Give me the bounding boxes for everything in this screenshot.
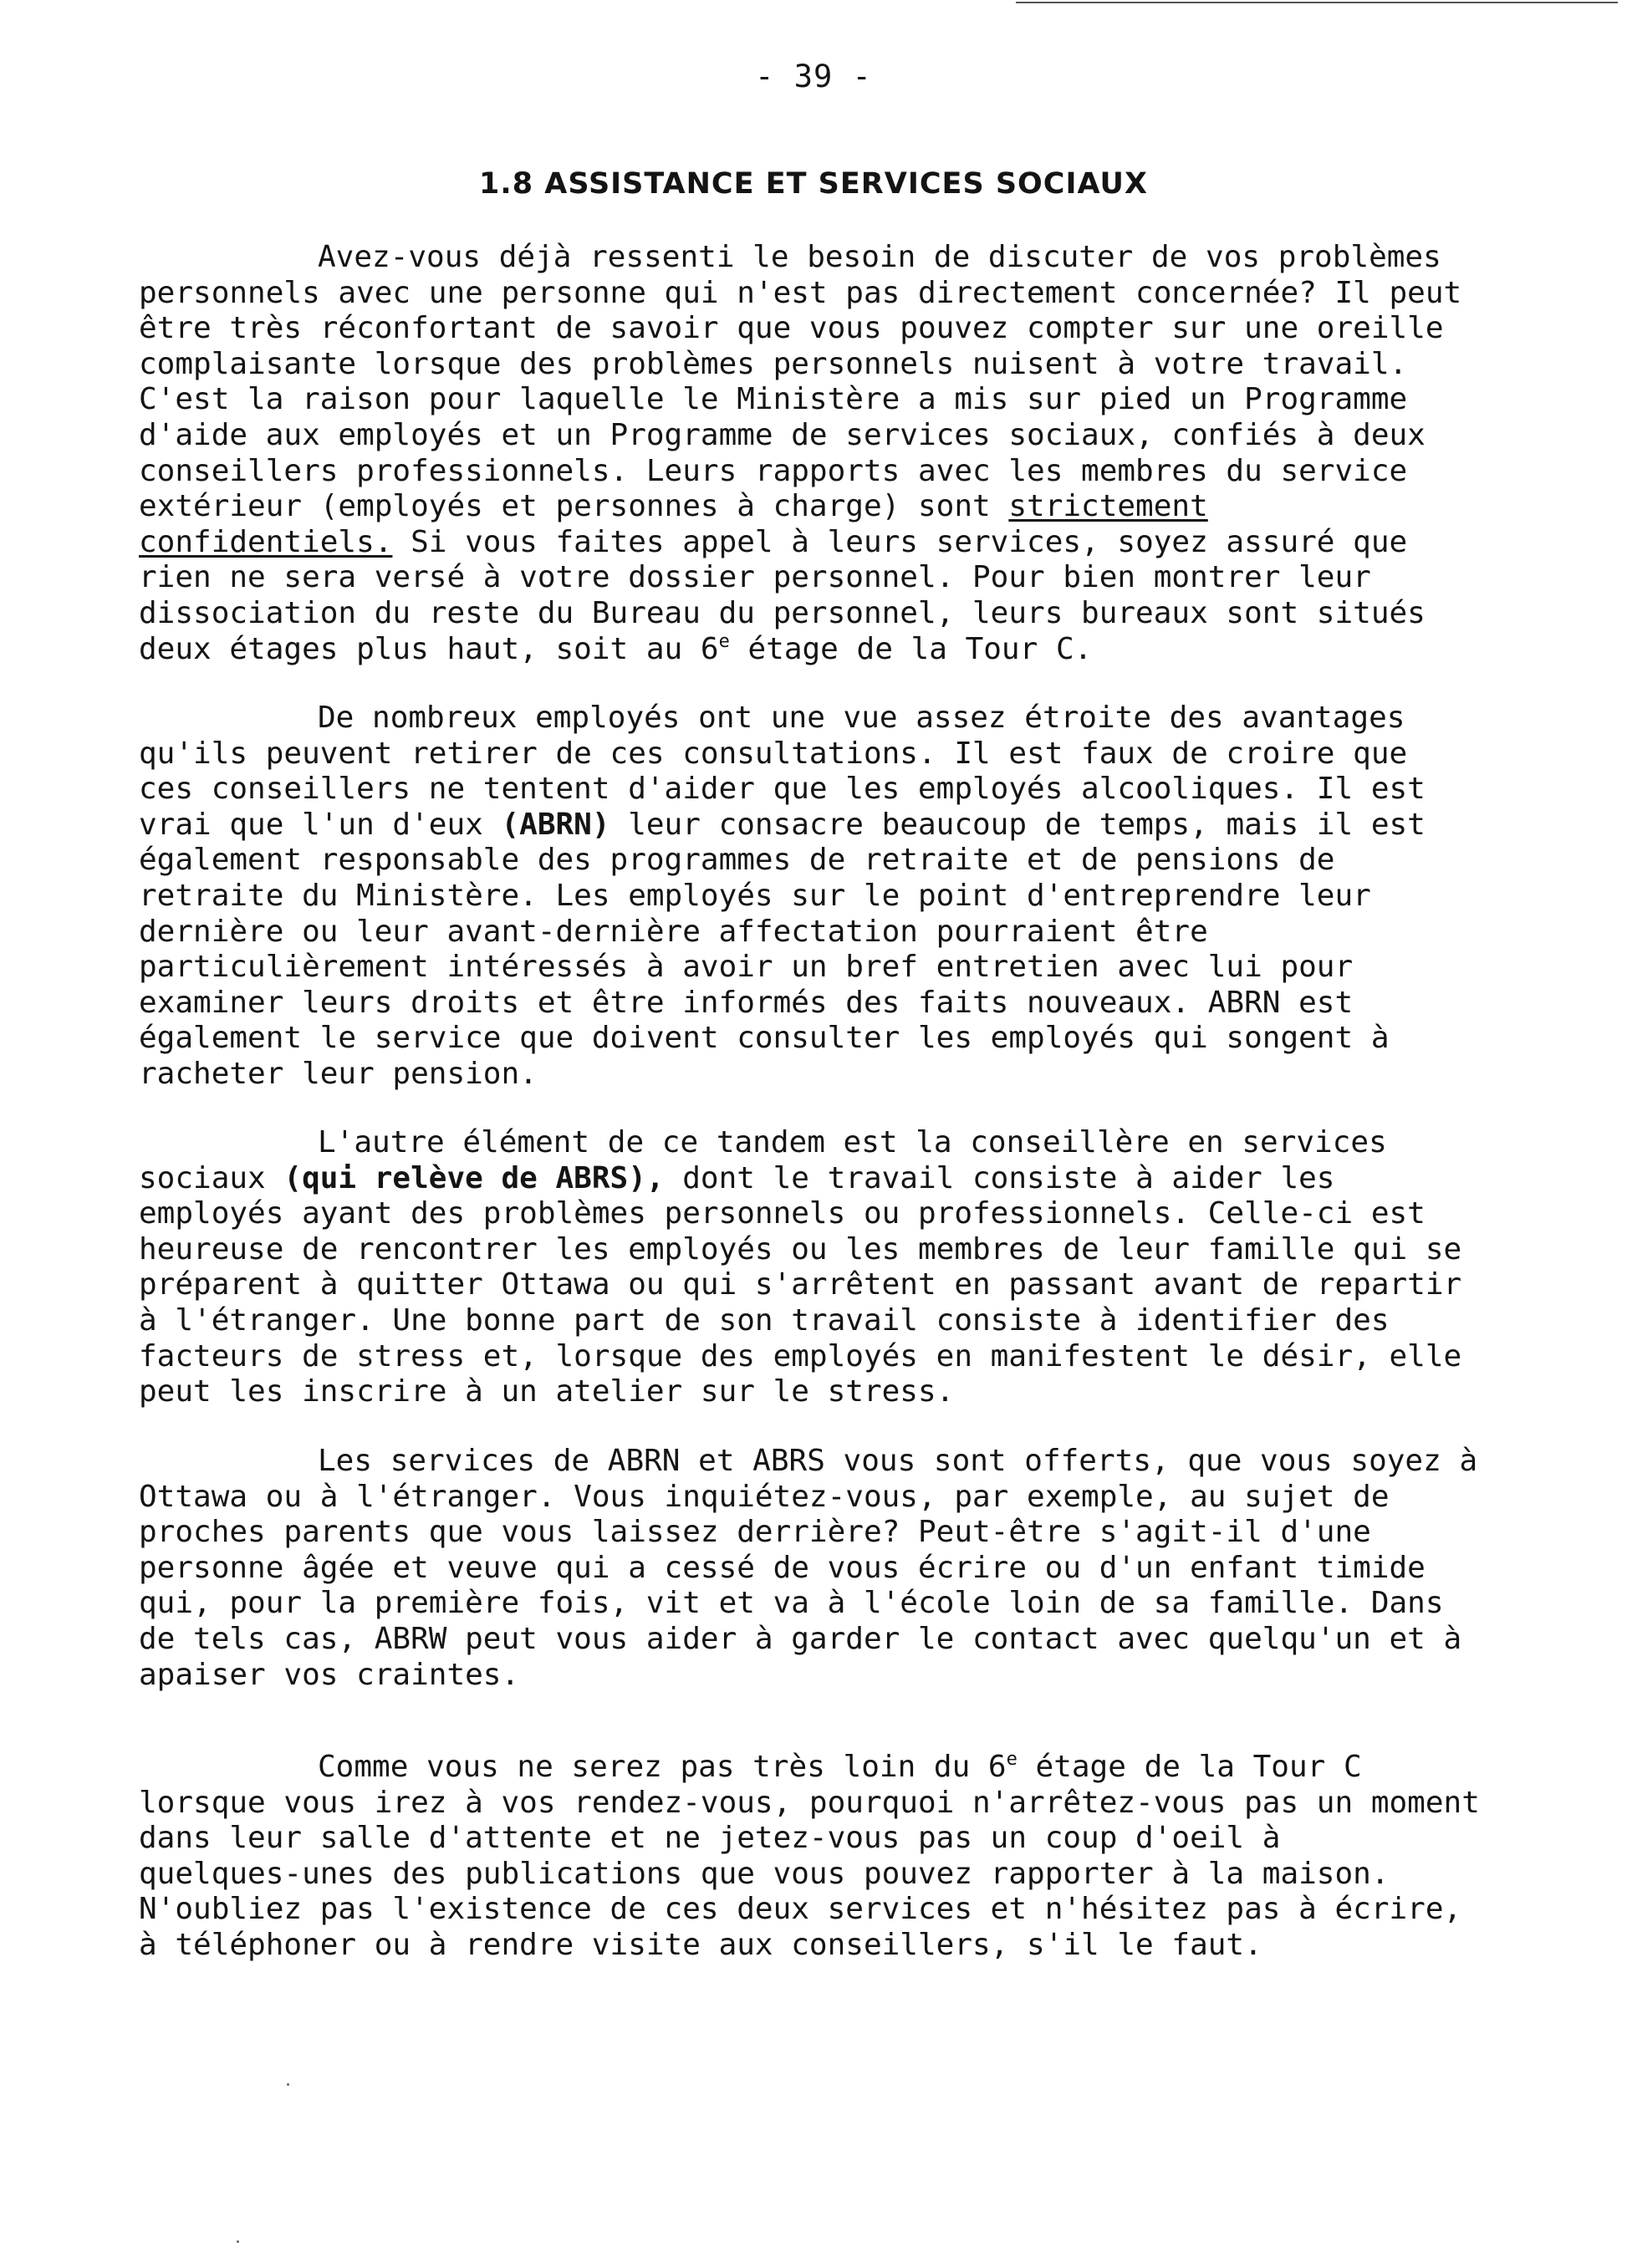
paragraph-visit bbox=[139, 1750, 1585, 1964]
text-line bbox=[139, 1161, 1585, 1197]
text-line: Les services de ABRN et ABRS vous sont offerts, que vous soyez à bbox=[318, 1444, 1478, 1478]
paragraph-intro bbox=[139, 240, 1585, 667]
text-line: L'autre élément de ce tandem est la conseillère en services bbox=[318, 1125, 1387, 1159]
text-line: quelques-unes des publications que vous pouvez rapporter à la maison. bbox=[139, 1856, 1390, 1891]
text-line: conseillers professionnels. Leurs rapports avec les membres du service bbox=[139, 453, 1408, 488]
text-run: étage de la Tour C bbox=[1017, 1750, 1362, 1784]
text-line: heureuse de rencontrer les employés ou les membres de leur famille qui se bbox=[139, 1231, 1462, 1267]
text-line bbox=[139, 1750, 1585, 1786]
text-line: personne âgée et veuve qui a cessé de vous écrire ou d'un enfant timide bbox=[139, 1550, 1426, 1585]
scan-speck bbox=[287, 2083, 289, 2086]
text-line: également le service que doivent consulter les employés qui songent à bbox=[139, 1021, 1390, 1056]
top-edge-rule bbox=[1016, 2, 1618, 3]
text-run: vrai que l'un d'eux bbox=[139, 807, 502, 842]
text-line: examiner leurs droits et être informés des faits nouveaux. ABRN est bbox=[139, 985, 1354, 1020]
text-line: apaiser vos craintes. bbox=[139, 1657, 520, 1692]
text-line: facteurs de stress et, lorsque des employés en manifestent le désir, elle bbox=[139, 1338, 1462, 1374]
text-line: dernière ou leur avant-dernière affectation pourraient être bbox=[139, 914, 1208, 949]
paragraph-availability bbox=[139, 1444, 1585, 1693]
text-line bbox=[139, 525, 1585, 561]
text-run: extérieur (employés et personnes à charge) sont bbox=[139, 489, 1009, 524]
underlined-text: confidentiels. bbox=[139, 524, 393, 559]
text-line: C'est la raison pour laquelle le Ministère a mis sur pied un Programme bbox=[139, 382, 1408, 417]
text-line: qui, pour la première fois, vit et va à l'école loin de sa famille. Dans bbox=[139, 1586, 1444, 1621]
page-number: - 39 - bbox=[755, 59, 872, 94]
text-line: de tels cas, ABRW peut vous aider à garder le contact avec quelqu'un et à bbox=[139, 1621, 1462, 1656]
text-line: personnels avec une personne qui n'est pas directement concernée? Il peut bbox=[139, 275, 1462, 310]
underlined-text: strictement bbox=[1008, 489, 1208, 524]
text-line: Avez-vous déjà ressenti le besoin de discuter de vos problèmes bbox=[318, 240, 1441, 274]
text-run: étage de la Tour C. bbox=[729, 631, 1093, 666]
text-run: leur consacre beaucoup de temps, mais il est bbox=[609, 807, 1426, 842]
text-line: d'aide aux employés et un Programme de services sociaux, confiés à deux bbox=[139, 417, 1426, 452]
text-line: racheter leur pension. bbox=[139, 1056, 538, 1091]
text-line: préparent à quitter Ottawa ou qui s'arrêtent en passant avant de repartir bbox=[139, 1267, 1462, 1302]
text-line: De nombreux employés ont une vue assez étroite des avantages bbox=[318, 701, 1405, 735]
text-line: également responsable des programmes de retraite et de pensions de bbox=[139, 843, 1335, 878]
scan-speck bbox=[237, 2240, 239, 2243]
text-run: Comme vous ne serez pas très loin du 6 bbox=[318, 1750, 1007, 1784]
paragraph-abrn bbox=[139, 701, 1585, 1093]
text-line: proches parents que vous laissez derrière? Peut-être s'agit-il d'une bbox=[139, 1515, 1371, 1550]
text-line: particulièrement intéressés à avoir un bref entretien avec lui pour bbox=[139, 950, 1354, 985]
bold-text: (ABRN) bbox=[501, 807, 610, 842]
text-line: dissociation du reste du Bureau du personnel, leurs bureaux sont situés bbox=[139, 595, 1426, 630]
text-line bbox=[139, 489, 1585, 525]
superscript: e bbox=[718, 630, 730, 652]
section-title: 1.8 ASSISTANCE ET SERVICES SOCIAUX bbox=[479, 167, 1148, 201]
text-line: qu'ils peuvent retirer de ces consultations. Il est faux de croire que bbox=[139, 736, 1408, 771]
bold-text: (qui relève de ABRS), bbox=[283, 1160, 665, 1195]
text-line: retraite du Ministère. Les employés sur le point d'entreprendre leur bbox=[139, 878, 1371, 913]
text-run: dont le travail consiste à aider les bbox=[664, 1160, 1335, 1195]
text-line: lorsque vous irez à vos rendez-vous, pourquoi n'arrêtez-vous pas un moment bbox=[139, 1785, 1480, 1820]
superscript: e bbox=[1006, 1749, 1018, 1770]
text-line: employés ayant des problèmes personnels ou professionnels. Celle-ci est bbox=[139, 1196, 1426, 1231]
text-line: être très réconfortant de savoir que vous pouvez compter sur une oreille bbox=[139, 311, 1444, 346]
text-line bbox=[139, 632, 1585, 668]
text-line: dans leur salle d'attente et ne jetez-vous pas un coup d'oeil à bbox=[139, 1821, 1281, 1856]
text-line: Ottawa ou à l'étranger. Vous inquiétez-vous, par exemple, au sujet de bbox=[139, 1479, 1390, 1514]
text-line: à l'étranger. Une bonne part de son travail consiste à identifier des bbox=[139, 1302, 1390, 1338]
text-line: rien ne sera versé à votre dossier personnel. Pour bien montrer leur bbox=[139, 560, 1371, 595]
text-line: à téléphoner ou à rendre visite aux conseillers, s'il le faut. bbox=[139, 1927, 1262, 1962]
text-run: Si vous faites appel à leurs services, soyez assuré que bbox=[392, 524, 1408, 559]
text-line bbox=[139, 808, 1585, 843]
text-line: N'oubliez pas l'existence de ces deux services et n'hésitez pas à écrire, bbox=[139, 1892, 1462, 1927]
text-line: complaisante lorsque des problèmes personnels nuisent à votre travail. bbox=[139, 346, 1408, 381]
text-run: deux étages plus haut, soit au 6 bbox=[139, 631, 719, 666]
text-line: ces conseillers ne tentent d'aider que les employés alcooliques. Il est bbox=[139, 772, 1426, 807]
text-run: sociaux bbox=[139, 1160, 284, 1195]
paragraph-abrs bbox=[139, 1125, 1585, 1410]
text-line: peut les inscrire à un atelier sur le stress. bbox=[139, 1374, 955, 1409]
